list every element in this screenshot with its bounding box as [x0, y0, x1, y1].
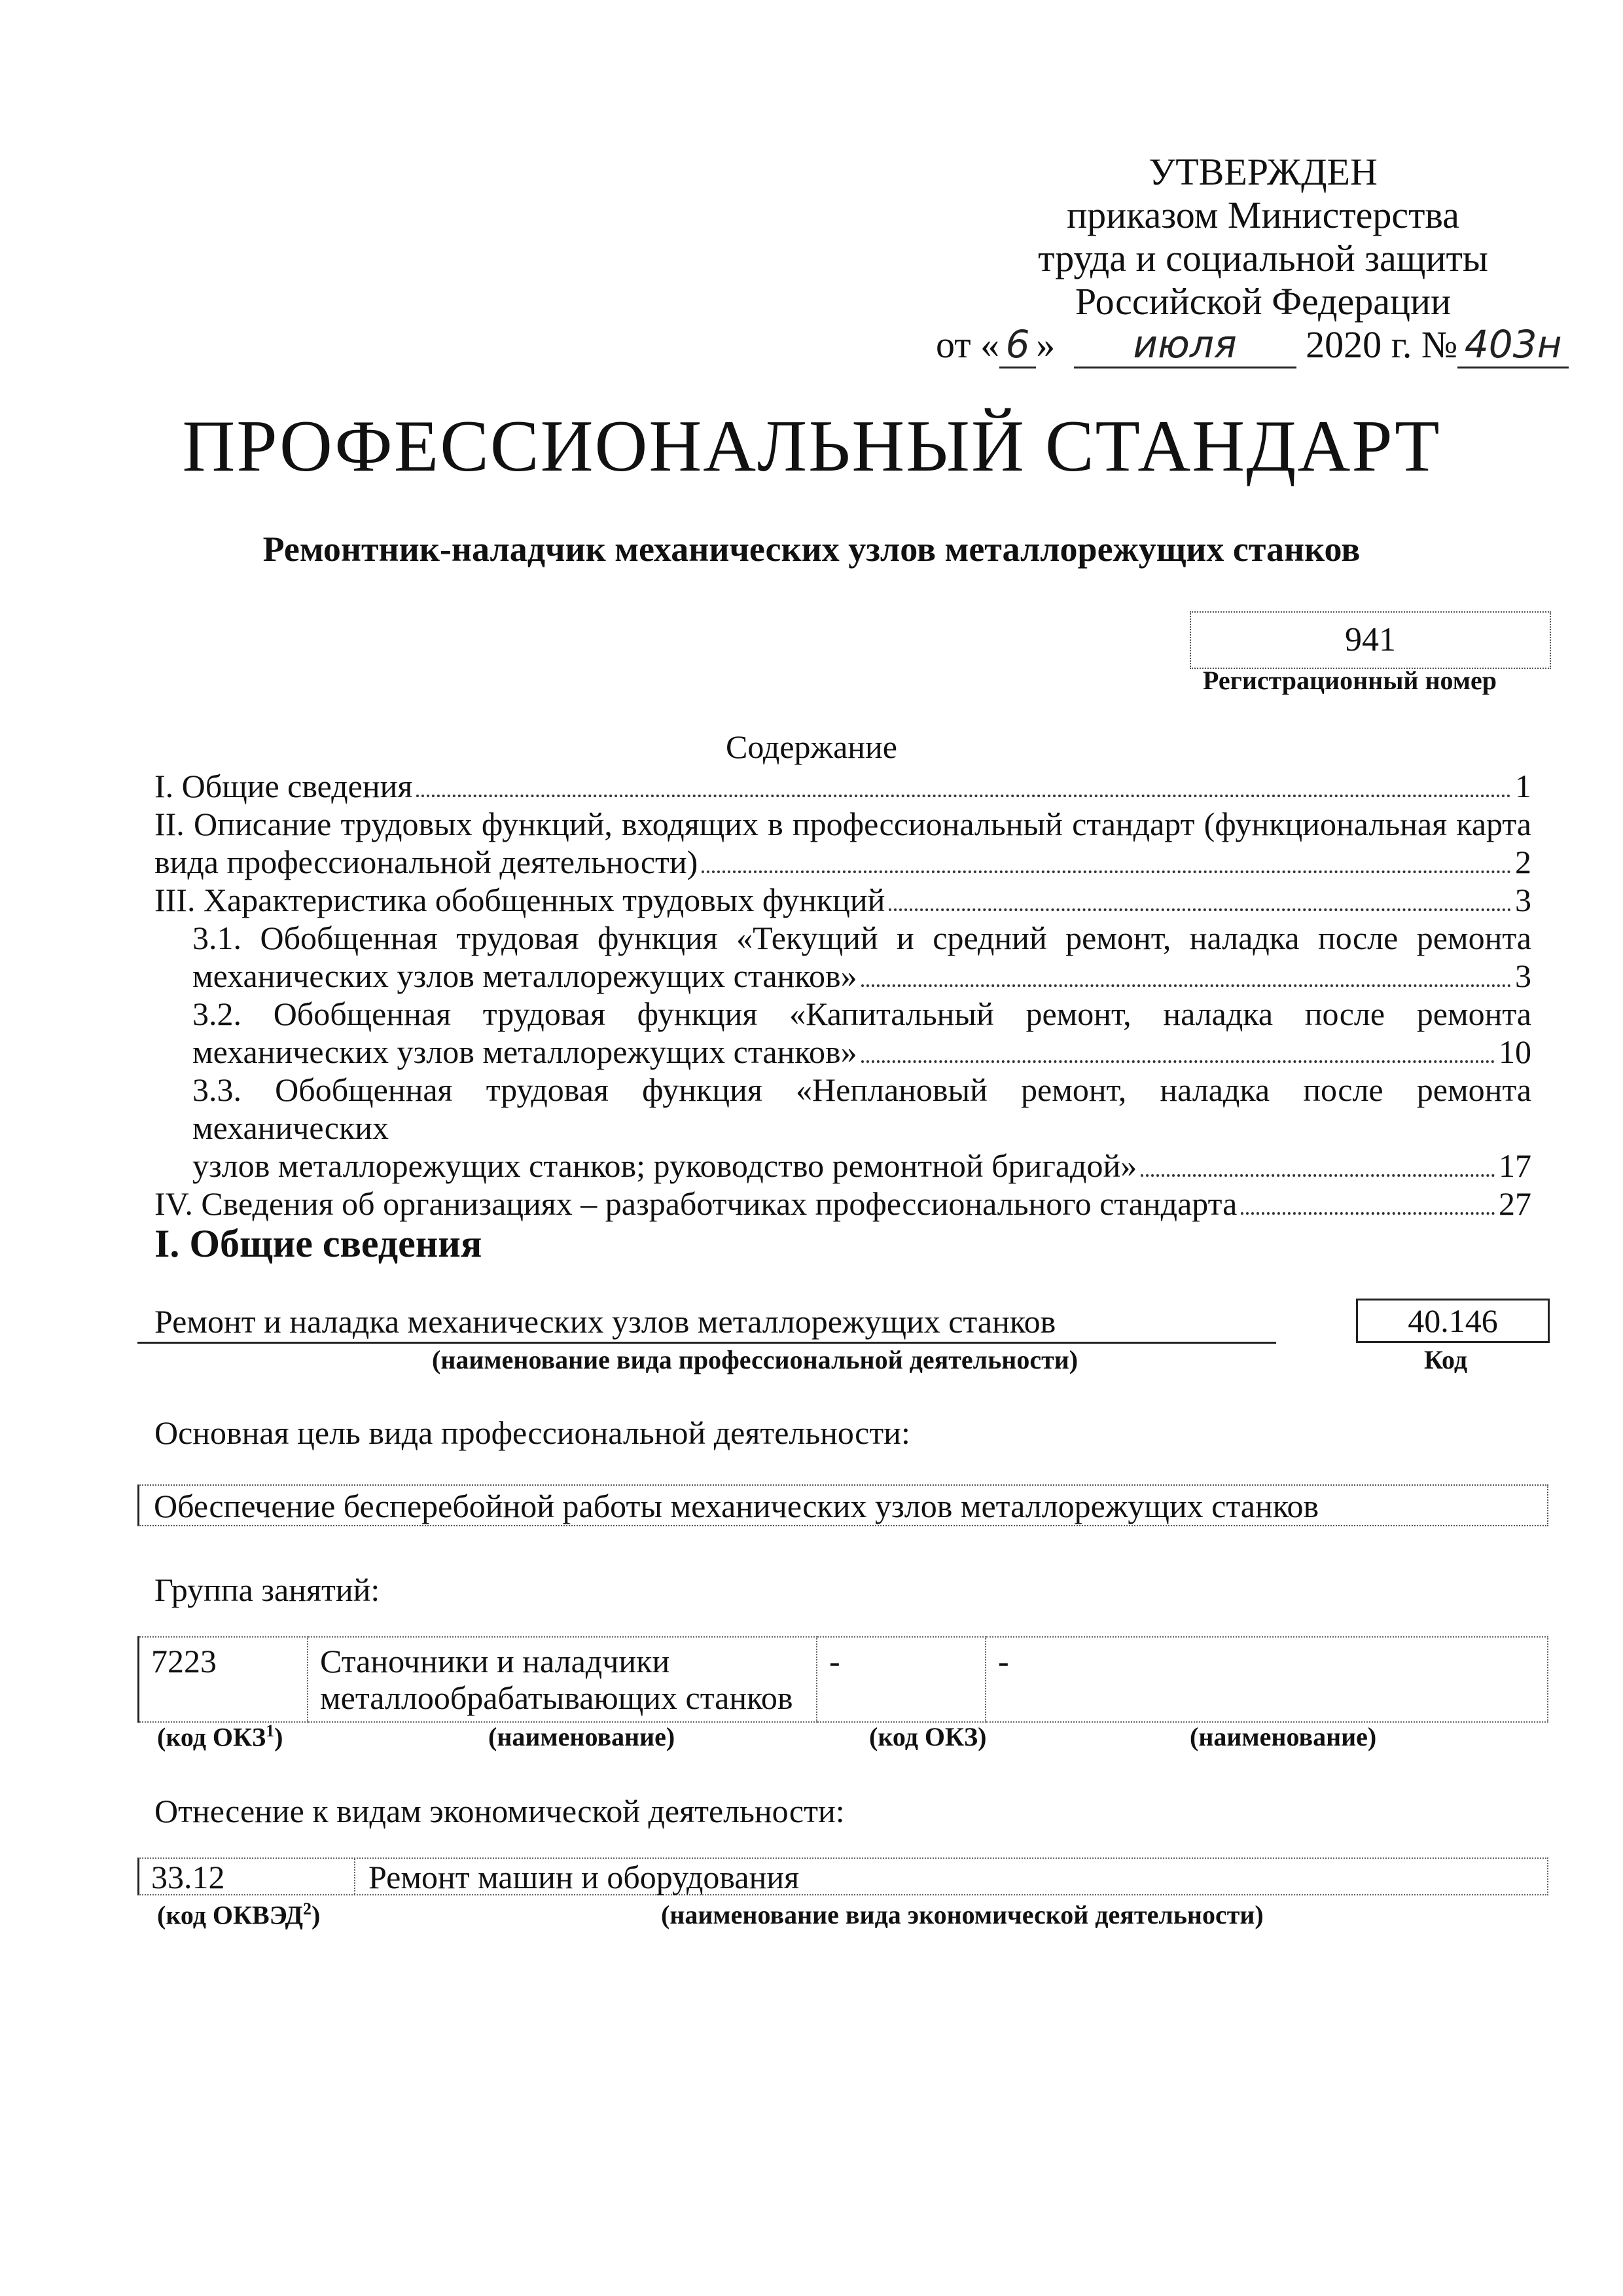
toc-item-line1: II. Описание трудовых функций, входящих в профессиональный стандарт (функциональная карта	[154, 806, 1531, 842]
toc-item[interactable]: вида профессиональной деятельности) 2	[154, 844, 1531, 880]
toc-item[interactable]: III. Характеристика обобщенных трудовых функций 3	[154, 882, 1531, 918]
okz-code2-cell: -	[817, 1637, 986, 1722]
activity-caption: (наименование вида профессиональной деятельности)	[432, 1345, 1079, 1374]
activity-name: Ремонт и наладка механических узлов металлорежущих станков	[154, 1303, 1056, 1340]
date-day-handwritten: 6	[999, 322, 1036, 368]
okved-name: Ремонт машин и оборудования	[368, 1859, 800, 1895]
okved-box	[137, 1857, 1548, 1895]
approval-line-3: труда и социальной защиты	[1038, 237, 1488, 279]
toc-item-line1: 3.3. Обобщенная трудовая функция «Неплановый ремонт, наладка после ремонта механических	[192, 1071, 1531, 1146]
toc-item-line1: 3.1. Обобщенная трудовая функция «Текущий и средний ремонт, наладка после ремонта	[192, 920, 1531, 956]
okz-name-caption: (наименование)	[488, 1722, 675, 1751]
document-title: ПРОФЕССИОНАЛЬНЫЙ СТАНДАРТ	[182, 406, 1441, 487]
approval-date-line	[936, 322, 1569, 368]
toc-item[interactable]: механических узлов металлорежущих станков» 10	[192, 1033, 1531, 1070]
date-year: 2020 г. №	[1306, 323, 1458, 366]
goal-box: Обеспечение бесперебойной работы механических узлов металлорежущих станков	[137, 1484, 1548, 1526]
toc-item[interactable]: IV. Сведения об организациях – разработчиках профессионального стандарта 27	[154, 1185, 1531, 1222]
toc-item[interactable]: I. Общие сведения 1	[154, 768, 1531, 804]
registration-number-label: Регистрационный номер	[1203, 666, 1497, 695]
toc-item[interactable]: механических узлов металлорежущих станков» 3	[192, 958, 1531, 994]
order-number-handwritten: 403н	[1457, 322, 1569, 368]
okz-code-cell: 7223	[139, 1637, 308, 1722]
okved-name-caption: (наименование вида экономической деятельности)	[661, 1900, 1264, 1929]
activity-code-box: 40.146	[1356, 1299, 1550, 1343]
approval-line-2: приказом Министерства	[1067, 194, 1459, 236]
code-caption: Код	[1424, 1345, 1468, 1374]
goal-label: Основная цель вида профессиональной деятельности:	[154, 1414, 910, 1451]
okz-code2-caption: (код ОКЗ)	[869, 1722, 987, 1751]
occupation-label: Группа занятий:	[154, 1571, 380, 1608]
approval-block	[903, 151, 1623, 323]
toc-heading: Содержание	[726, 728, 897, 765]
date-mid: »	[1036, 323, 1056, 366]
date-month-handwritten: июля	[1074, 322, 1296, 368]
approval-line-1: УТВЕРЖДЕН	[1149, 151, 1378, 193]
document-subtitle: Ремонтник-наладчик механических узлов металлорежущих станков	[262, 529, 1361, 569]
date-prefix: от «	[936, 323, 1000, 366]
approval-line-4: Российской Федерации	[1075, 280, 1452, 323]
section-heading: I. Общие сведения	[154, 1222, 482, 1265]
toc-item-line1: 3.2. Обобщенная трудовая функция «Капитальный ремонт, наладка после ремонта	[192, 996, 1531, 1032]
table-of-contents	[154, 767, 1531, 1223]
okz-code-caption: (код ОКЗ$^1$)	[157, 1721, 283, 1752]
okved-code-caption: (код ОКВЭД$^2$)	[157, 1899, 321, 1930]
okz-name2-cell: -	[986, 1637, 1548, 1722]
occupation-table	[137, 1636, 1548, 1723]
economic-label: Отнесение к видам экономической деятельности:	[154, 1793, 845, 1829]
okz-name2-caption: (наименование)	[1190, 1722, 1377, 1751]
okved-code: 33.12	[139, 1859, 355, 1894]
table-row	[139, 1637, 1548, 1722]
toc-item[interactable]: узлов металлорежущих станков; руководство ремонтной бригадой» 17	[192, 1147, 1531, 1184]
activity-underline	[137, 1342, 1276, 1344]
okz-name-cell: Станочники и наладчики металлообрабатывающих станков	[308, 1637, 817, 1722]
registration-number-box: 941	[1190, 611, 1551, 669]
